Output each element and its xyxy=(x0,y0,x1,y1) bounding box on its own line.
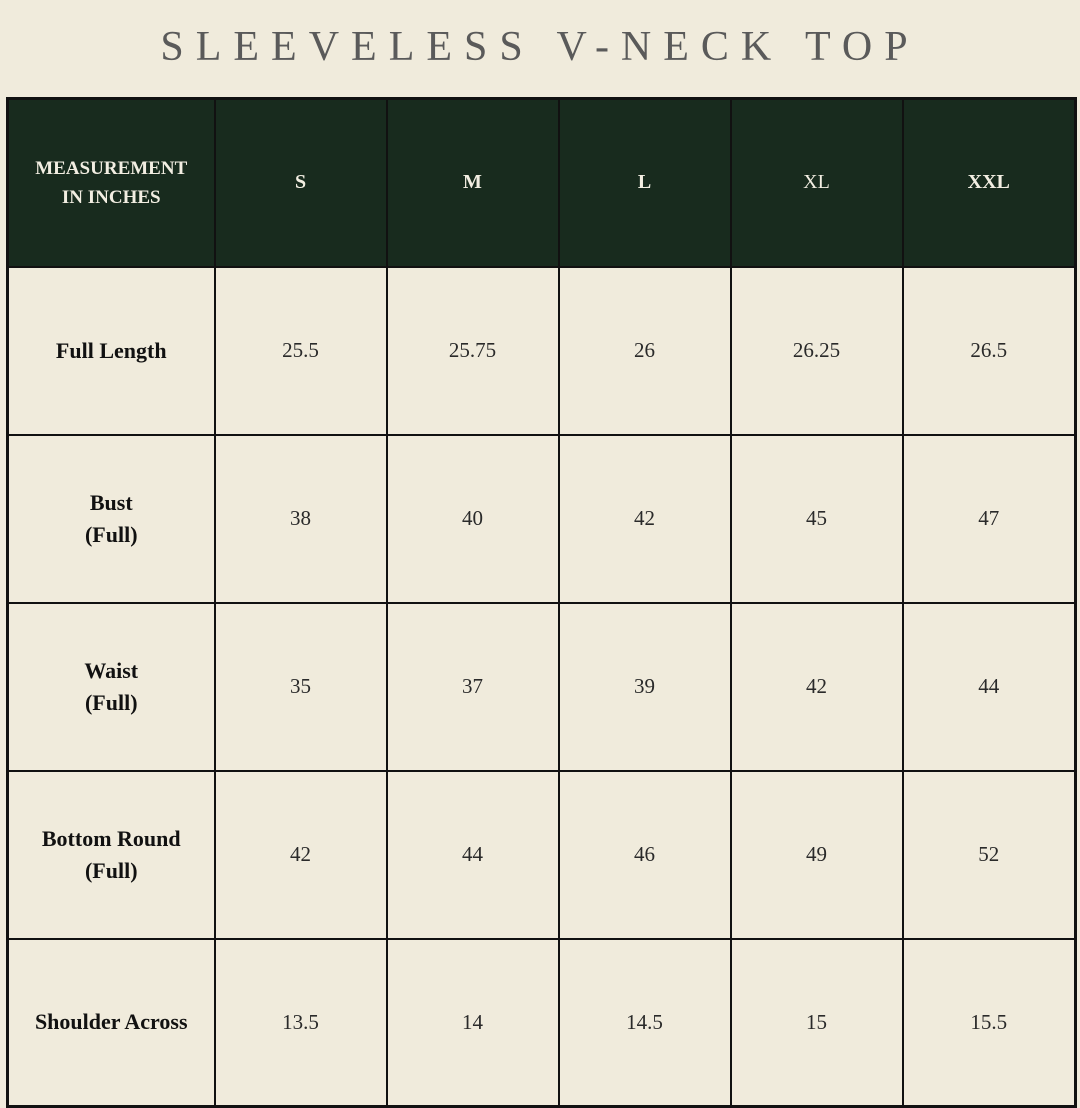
cell-waist-m: 37 xyxy=(387,603,559,771)
size-header-m: M xyxy=(387,99,559,267)
table-row-waist xyxy=(8,603,1076,771)
size-header-xxl: XXL xyxy=(903,99,1076,267)
cell-bottom-round-l: 46 xyxy=(559,771,731,939)
cell-bottom-round-m: 44 xyxy=(387,771,559,939)
size-header-xl: XL xyxy=(731,99,903,267)
cell-full-length-xxl: 26.5 xyxy=(903,267,1076,435)
cell-waist-xl: 42 xyxy=(731,603,903,771)
row-label-bottom-round xyxy=(8,771,215,939)
row-label-full-length xyxy=(8,267,215,435)
row-label-waist xyxy=(8,603,215,771)
table-row-full-length xyxy=(8,267,1076,435)
cell-bust-l: 42 xyxy=(559,435,731,603)
table-header-row xyxy=(8,99,1076,267)
cell-shoulder-across-xl: 15 xyxy=(731,939,903,1107)
table-row-bottom-round xyxy=(8,771,1076,939)
size-header-l: L xyxy=(559,99,731,267)
cell-bust-s: 38 xyxy=(215,435,387,603)
row-label-line1: Shoulder Across xyxy=(34,1009,188,1035)
cell-shoulder-across-xxl: 15.5 xyxy=(903,939,1076,1107)
row-label-line1: Bust xyxy=(89,489,133,515)
cell-full-length-l: 26 xyxy=(559,267,731,435)
row-label-line2: (Full) xyxy=(84,857,138,883)
measurement-header-line1: MEASUREMENT xyxy=(35,157,188,179)
cell-waist-s: 35 xyxy=(215,603,387,771)
cell-waist-l: 39 xyxy=(559,603,731,771)
cell-bottom-round-xxl: 52 xyxy=(903,771,1076,939)
row-label-line2: (Full) xyxy=(84,689,138,715)
row-label-shoulder-across xyxy=(8,939,215,1107)
size-header-s: S xyxy=(215,99,387,267)
cell-bottom-round-xl: 49 xyxy=(731,771,903,939)
cell-bust-m: 40 xyxy=(387,435,559,603)
size-chart-table xyxy=(6,97,1077,1108)
cell-bust-xxl: 47 xyxy=(903,435,1076,603)
cell-full-length-m: 25.75 xyxy=(387,267,559,435)
row-label-line2: (Full) xyxy=(84,521,138,547)
cell-waist-xxl: 44 xyxy=(903,603,1076,771)
cell-shoulder-across-l: 14.5 xyxy=(559,939,731,1107)
cell-bottom-round-s: 42 xyxy=(215,771,387,939)
measurement-header xyxy=(8,99,215,267)
row-label-line1: Bottom Round xyxy=(41,825,181,851)
row-label-bust xyxy=(8,435,215,603)
table-row-shoulder-across xyxy=(8,939,1076,1107)
cell-bust-xl: 45 xyxy=(731,435,903,603)
cell-shoulder-across-m: 14 xyxy=(387,939,559,1107)
cell-shoulder-across-s: 13.5 xyxy=(215,939,387,1107)
page-title: SLEEVELESS V-NECK TOP xyxy=(160,24,920,70)
cell-full-length-xl: 26.25 xyxy=(731,267,903,435)
cell-full-length-s: 25.5 xyxy=(215,267,387,435)
row-label-line1: Waist xyxy=(84,657,139,683)
measurement-header-line2: IN INCHES xyxy=(61,186,161,208)
row-label-line1: Full Length xyxy=(55,337,167,363)
table-row-bust xyxy=(8,435,1076,603)
